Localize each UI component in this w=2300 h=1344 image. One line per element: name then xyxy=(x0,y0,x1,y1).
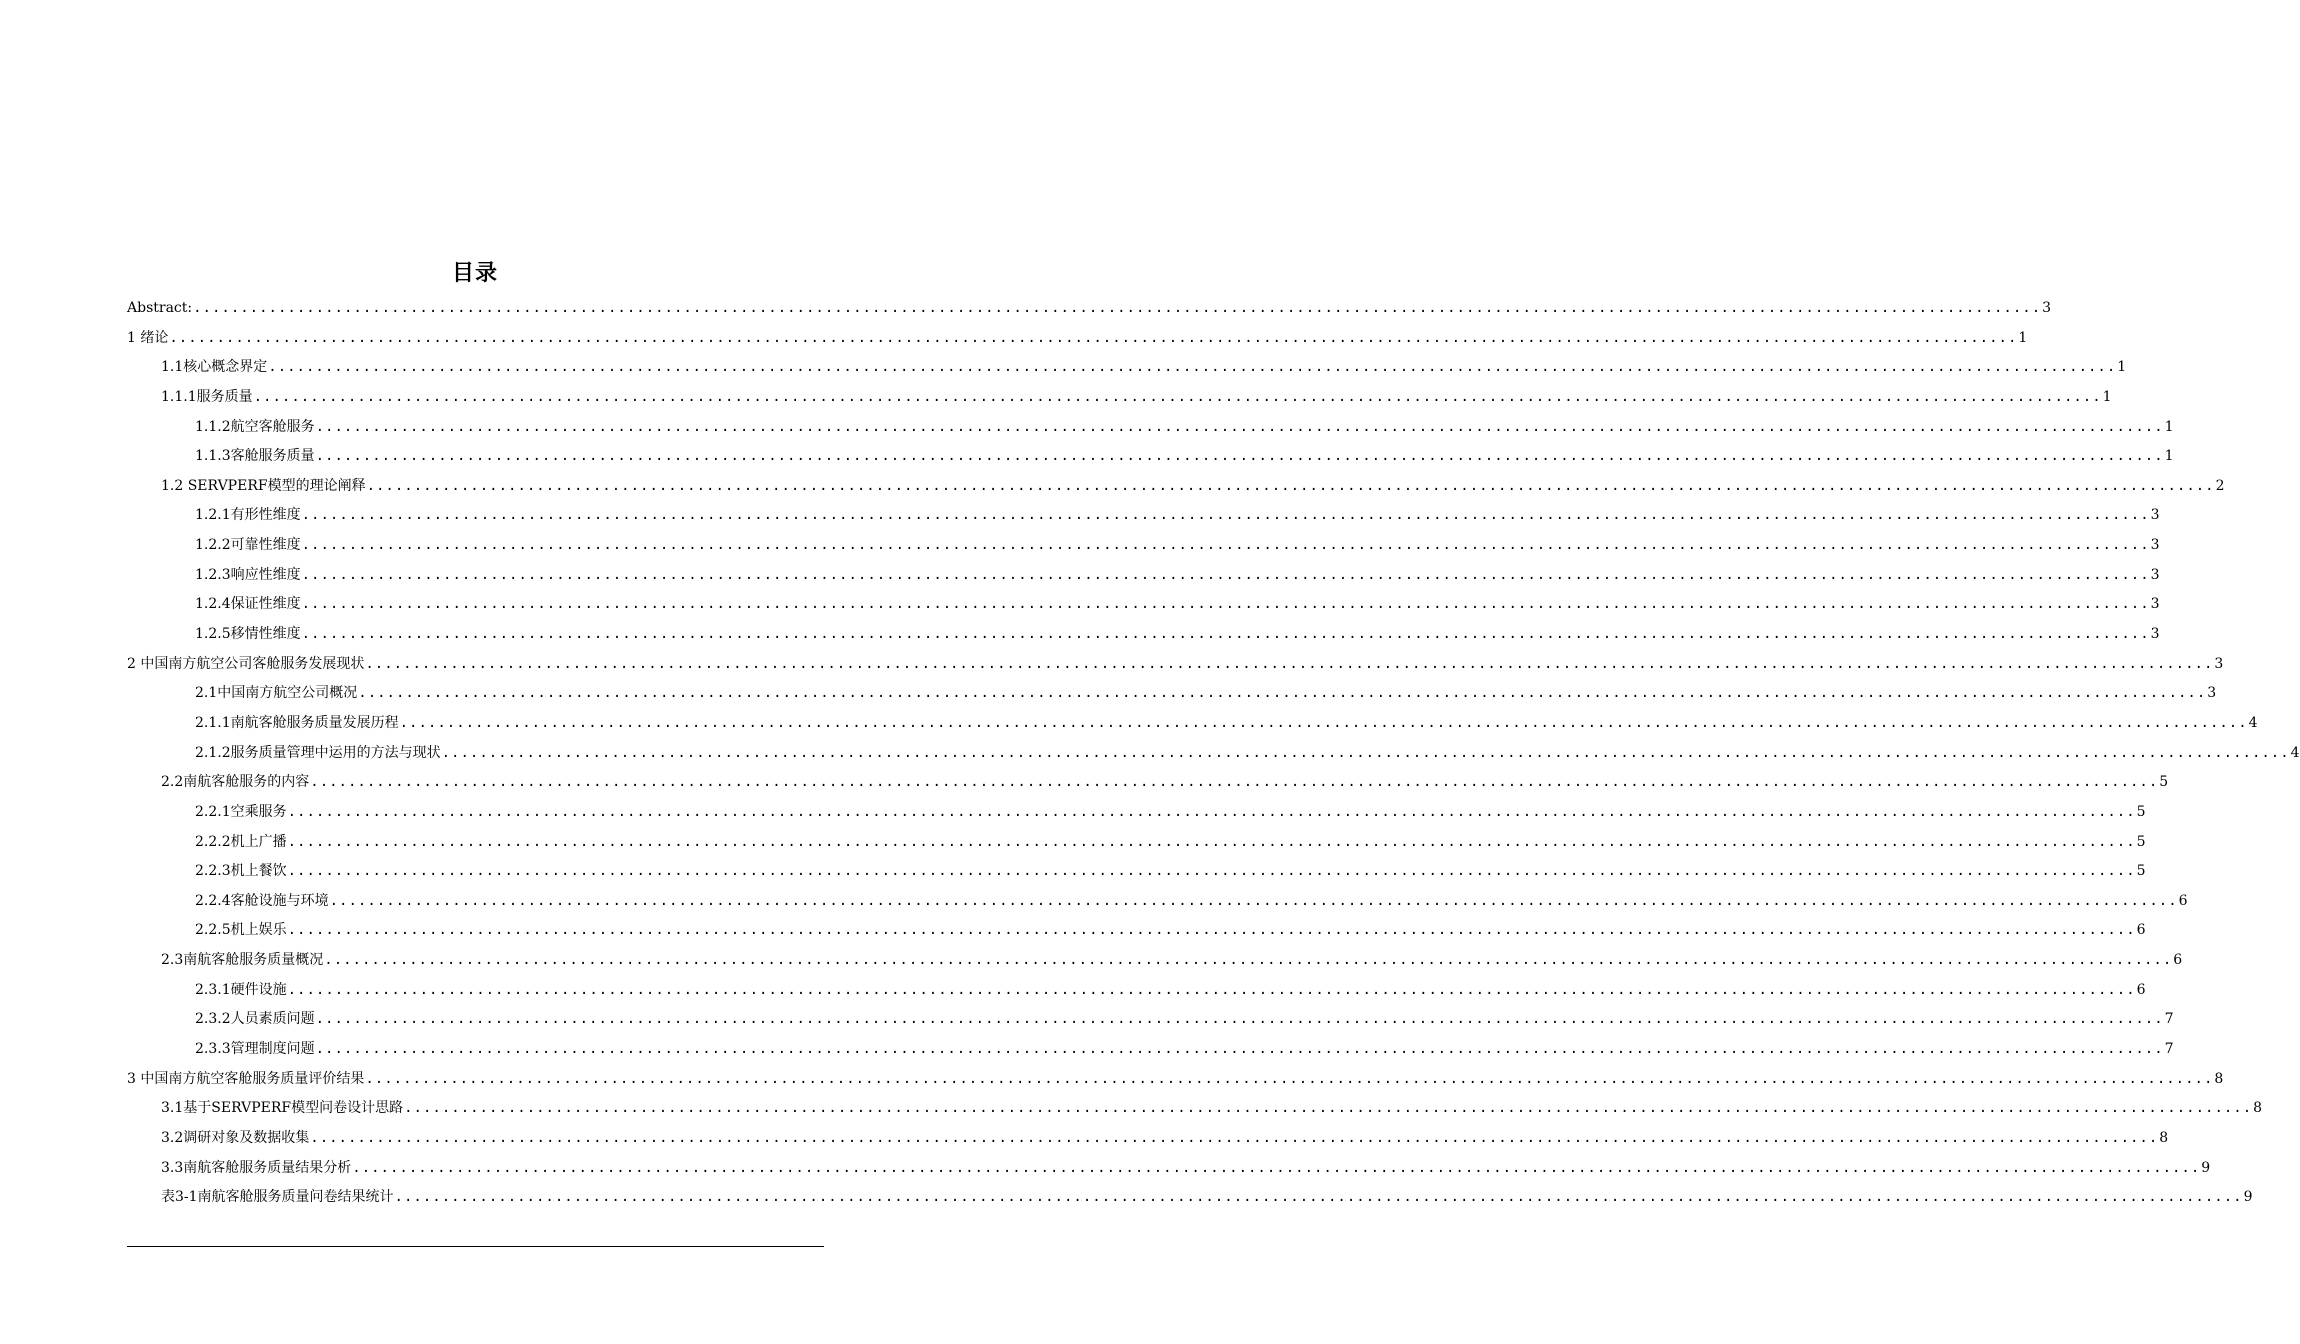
toc-dot-leader: .................................................................................................................................................................................................... xyxy=(315,418,2164,435)
toc-entry-label: 2.2.2机上广播 xyxy=(195,833,287,850)
toc-dot-leader: .................................................................................................................................................................................................... xyxy=(404,1100,2253,1117)
toc-entry-label: 1.2.2可靠性维度 xyxy=(195,537,301,554)
toc-entry[interactable] xyxy=(127,1094,2263,1124)
toc-entry-page: 3 xyxy=(2150,566,2160,583)
toc-dot-leader: .................................................................................................................................................................................................... xyxy=(310,1129,2159,1146)
toc-entry-label: 2.2.5机上娱乐 xyxy=(195,922,287,939)
toc-entry-page: 3 xyxy=(2214,655,2224,672)
toc-entry-page: 1 xyxy=(2018,329,2028,346)
toc-entry[interactable] xyxy=(127,324,2028,354)
toc-entry[interactable] xyxy=(127,679,2217,709)
toc-entry[interactable] xyxy=(127,294,2052,324)
toc-entry-label: 2.3南航客舱服务质量概况 xyxy=(161,952,324,969)
toc-entry[interactable] xyxy=(127,1124,2169,1154)
toc-entry-label: 1.2 SERVPERF模型的理论阐释 xyxy=(161,477,366,494)
toc-entry-page: 1 xyxy=(2117,359,2127,376)
toc-entry[interactable] xyxy=(127,413,2174,443)
toc-entry-page: 1 xyxy=(2164,418,2174,435)
toc-entry-label: 2.2.1空乘服务 xyxy=(195,803,287,820)
toc-entry-page: 6 xyxy=(2173,952,2183,969)
toc-entry-label: 3.3南航客舱服务质量结果分析 xyxy=(161,1159,352,1176)
toc-entry-label: 2.2.3机上餐饮 xyxy=(195,863,287,880)
toc-dot-leader: .................................................................................................................................................................................................... xyxy=(366,477,2215,494)
toc-dot-leader: .................................................................................................................................................................................................... xyxy=(310,774,2159,791)
toc-dot-leader: .................................................................................................................................................................................................... xyxy=(315,448,2164,465)
toc-dot-leader: .................................................................................................................................................................................................... xyxy=(193,300,2042,316)
toc-dot-leader: .................................................................................................................................................................................................... xyxy=(287,863,2136,880)
toc-entry[interactable] xyxy=(127,1154,2211,1184)
toc-entry[interactable] xyxy=(127,798,2146,828)
toc-entry-label: 2.1.1南航客舱服务质量发展历程 xyxy=(195,714,399,731)
toc-entry-page: 1 xyxy=(2102,388,2112,405)
toc-dot-leader: .................................................................................................................................................................................................... xyxy=(358,685,2207,702)
toc-dot-leader: .................................................................................................................................................................................................... xyxy=(301,507,2150,524)
toc-dot-leader: .................................................................................................................................................................................................... xyxy=(315,1011,2164,1028)
toc-entry[interactable] xyxy=(127,620,2160,650)
toc-entry-page: 4 xyxy=(2248,714,2258,731)
toc-entry[interactable] xyxy=(127,561,2160,591)
toc-entry[interactable] xyxy=(127,353,2127,383)
toc-entry-page: 5 xyxy=(2159,774,2169,791)
toc-entry[interactable] xyxy=(127,946,2183,976)
toc-dot-leader: .................................................................................................................................................................................................... xyxy=(301,537,2150,554)
toc-entry-page: 3 xyxy=(2150,596,2160,613)
toc-dot-leader: .................................................................................................................................................................................................... xyxy=(365,1070,2214,1087)
toc-entry[interactable] xyxy=(127,887,2188,917)
toc-entry-label: 3 中国南方航空客舱服务质量评价结果 xyxy=(127,1070,365,1087)
toc-entry[interactable] xyxy=(127,828,2146,858)
toc-dot-leader: .................................................................................................................................................................................................... xyxy=(324,952,2173,969)
toc-entry-label: 3.2调研对象及数据收集 xyxy=(161,1129,310,1146)
toc-entry-page: 8 xyxy=(2159,1129,2169,1146)
toc-entry-page: 8 xyxy=(2253,1100,2263,1117)
toc-dot-leader: .................................................................................................................................................................................................... xyxy=(394,1189,2243,1206)
toc-dot-leader: .................................................................................................................................................................................................... xyxy=(287,922,2136,939)
toc-entry-page: 3 xyxy=(2150,507,2160,524)
toc-dot-leader: .................................................................................................................................................................................................... xyxy=(287,803,2136,820)
toc-entry-label: 2.3.3管理制度问题 xyxy=(195,1041,315,1058)
toc-dot-leader: .................................................................................................................................................................................................... xyxy=(169,329,2018,346)
toc-entry-page: 3 xyxy=(2150,537,2160,554)
toc-entry-label: 表3-1南航客舱服务质量问卷结果统计 xyxy=(161,1189,394,1206)
toc-entry-page: 3 xyxy=(2207,685,2217,702)
toc-dot-leader: .................................................................................................................................................................................................... xyxy=(301,566,2150,583)
toc-dot-leader: .................................................................................................................................................................................................... xyxy=(329,892,2178,909)
toc-entry-label: Abstract: xyxy=(127,300,193,316)
toc-dot-leader: .................................................................................................................................................................................................... xyxy=(268,359,2117,376)
toc-entry-page: 8 xyxy=(2214,1070,2224,1087)
toc-entry[interactable] xyxy=(127,916,2146,946)
toc-entry[interactable] xyxy=(127,1183,2253,1213)
toc-entry[interactable] xyxy=(127,501,2160,531)
toc-entry[interactable] xyxy=(127,531,2160,561)
toc-entry[interactable] xyxy=(127,590,2160,620)
toc-title: 目录 xyxy=(451,261,498,286)
toc-entry-label: 1.1核心概念界定 xyxy=(161,359,268,376)
toc-entry[interactable] xyxy=(127,768,2169,798)
toc-entry-page: 4 xyxy=(2290,744,2300,761)
toc-entry-label: 2.1.2服务质量管理中运用的方法与现状 xyxy=(195,744,441,761)
toc-entry[interactable] xyxy=(127,1035,2174,1065)
toc-entry[interactable] xyxy=(127,442,2174,472)
toc-entry-label: 1.2.4保证性维度 xyxy=(195,596,301,613)
toc-entry-page: 3 xyxy=(2042,300,2052,316)
toc-dot-leader: .................................................................................................................................................................................................... xyxy=(287,833,2136,850)
toc-entry-label: 1.1.1服务质量 xyxy=(161,388,253,405)
toc-entry-label: 2.3.1硬件设施 xyxy=(195,981,287,998)
toc-entry-label: 1.2.1有形性维度 xyxy=(195,507,301,524)
toc-entry-page: 7 xyxy=(2164,1041,2174,1058)
toc-dot-leader: .................................................................................................................................................................................................... xyxy=(352,1159,2201,1176)
toc-entry-page: 9 xyxy=(2201,1159,2211,1176)
toc-dot-leader: .................................................................................................................................................................................................... xyxy=(365,655,2214,672)
toc-entry-page: 5 xyxy=(2136,833,2146,850)
toc-entry-label: 3.1基于SERVPERF模型问卷设计思路 xyxy=(161,1100,404,1117)
toc-entry[interactable] xyxy=(127,739,2300,769)
toc-dot-leader: .................................................................................................................................................................................................... xyxy=(315,1041,2164,1058)
toc-entry[interactable] xyxy=(127,1065,2224,1095)
toc-entry-label: 2.3.2人员素质问题 xyxy=(195,1011,315,1028)
toc-entry[interactable] xyxy=(127,472,2225,502)
toc-entry-label: 2.1中国南方航空公司概况 xyxy=(195,685,358,702)
toc-entry-page: 6 xyxy=(2178,892,2188,909)
toc-entry-label: 1.2.5移情性维度 xyxy=(195,626,301,643)
toc-entry-page: 5 xyxy=(2136,863,2146,880)
toc-entry-label: 2.2.4客舱设施与环境 xyxy=(195,892,329,909)
toc-entry-label: 1.2.3响应性维度 xyxy=(195,566,301,583)
toc-dot-leader: .................................................................................................................................................................................................... xyxy=(441,744,2290,761)
toc-entry[interactable] xyxy=(127,383,2112,413)
toc-entry[interactable] xyxy=(127,1005,2174,1035)
toc-entry-page: 7 xyxy=(2164,1011,2174,1028)
toc-entry[interactable] xyxy=(127,976,2146,1006)
toc-entry-page: 9 xyxy=(2243,1189,2253,1206)
toc-entry-label: 2.2南航客舱服务的内容 xyxy=(161,774,310,791)
toc-entry-label: 1.1.2航空客舱服务 xyxy=(195,418,315,435)
toc-list xyxy=(127,294,2300,1213)
toc-dot-leader: .................................................................................................................................................................................................... xyxy=(301,596,2150,613)
toc-dot-leader: .................................................................................................................................................................................................... xyxy=(399,714,2248,731)
toc-entry-label: 1.1.3客舱服务质量 xyxy=(195,448,315,465)
toc-entry-page: 6 xyxy=(2136,981,2146,998)
footer-rule xyxy=(127,1246,824,1247)
toc-dot-leader: .................................................................................................................................................................................................... xyxy=(253,388,2102,405)
toc-dot-leader: .................................................................................................................................................................................................... xyxy=(301,626,2150,643)
toc-entry-page: 1 xyxy=(2164,448,2174,465)
toc-entry-page: 3 xyxy=(2150,626,2160,643)
toc-dot-leader: .................................................................................................................................................................................................... xyxy=(287,981,2136,998)
toc-entry-page: 5 xyxy=(2136,803,2146,820)
toc-entry-label: 1 绪论 xyxy=(127,329,169,346)
toc-entry-page: 2 xyxy=(2215,477,2225,494)
toc-entry-page: 6 xyxy=(2136,922,2146,939)
toc-entry-label: 2 中国南方航空公司客舱服务发展现状 xyxy=(127,655,365,672)
toc-entry[interactable] xyxy=(127,709,2258,739)
toc-entry[interactable] xyxy=(127,857,2146,887)
toc-entry[interactable] xyxy=(127,650,2224,680)
